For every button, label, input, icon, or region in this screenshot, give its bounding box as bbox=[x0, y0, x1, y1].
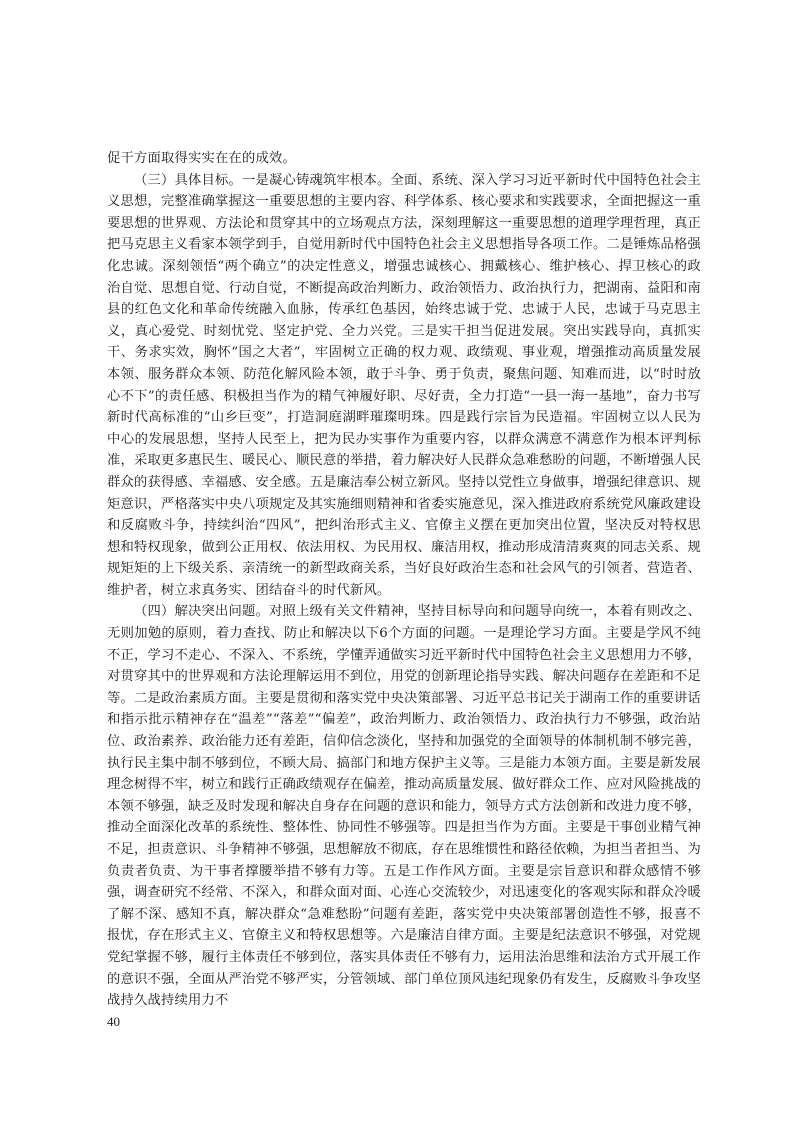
document-body bbox=[107, 148, 701, 1012]
page-number: 40 bbox=[107, 1014, 120, 1029]
paragraph-resolve-problems: （四）解决突出问题。对照上级有关文件精神，坚持目标导向和问题导向统一，本着有则改之、无则加勉的原则，着力查找、防止和解决以下6个方面的问题。一是理论学习方面。主要是学风不纯不正，学习不走心、不深入、不系统，学懂弄通做实习近平新时代中国特色社会主义思想用力不够，对贯穿其中的世界观和方法论理解运用不到位，用党的创新理论指导实践、解决问题存在差距和不足等。二是政治素质方面。主要是贯彻和落实党中央决策部署、习近平总书记关于湖南工作的重要讲话和指示批示精神存在“温差”“落差”“偏差”，政治判断力、政治领悟力、政治执行力不够强，政治站位、政治素养、政治能力还有差距，信仰信念淡化，坚持和加强党的全面领导的体制机制不够完善，执行民主集中制不够到位，不顾大局、搞部门和地方保护主义等。三是能力本领方面。主要是新发展理念树得不牢，树立和践行正确政绩观存在偏差，推动高质量发展、做好群众工作、应对风险挑战的本领不够强，缺乏及时发现和解决自身存在问题的意识和能力，领导方式方法创新和改进力度不够，推动全面深化改革的系统性、整体性、协同性不够强等。四是担当作为方面。主要是干事创业精气神不足，担责意识、斗争精神不够强，思想解放不彻底，存在思维惯性和路径依赖，为担当者担当、为负责者负责、为干事者撑腰举措不够有力等。五是工作作风方面。主要是宗旨意识和群众感情不够强，调查研究不经常、不深入，和群众面对面、心连心交流较少，对迅速变化的客观实际和群众冷暖了解不深、感知不真，解决群众“急难愁盼”问题有差距，落实党中央决策部署创造性不够，报喜不报忧，存在形式主义、官僚主义和特权思想等。六是廉洁自律方面。主要是纪法意识不够强，对党规党纪掌握不够，履行主体责任不够到位，落实具体责任不够有力，运用法治思维和法治方式开展工作的意识不强，全面从严治党不够严实，分管领域、部门单位顶风违纪现象仍有发生，反腐败斗争攻坚战持久战持续用力不 bbox=[107, 604, 701, 1009]
paragraph-continuation: 促干方面取得实实在在的成效。 bbox=[107, 151, 296, 166]
paragraph-specific-goals: （三）具体目标。一是凝心铸魂筑牢根本。全面、系统、深入学习习近平新时代中国特色社会主义思想，完整准确掌握这一重要思想的主要内容、科学体系、核心要求和实践要求，全面把握这一重要思想的世界观、方法论和贯穿其中的立场观点方法，深刻理解这一重要思想的道理学理哲理，真正把马克思主义看家本领学到手，自觉用新时代中国特色社会主义思想指导各项工作。二是锤炼品格强化忠诚。深刻领悟“两个确立”的决定性意义，增强忠诚核心、拥戴核心、维护核心、捍卫核心的政治自觉、思想自觉、行动自觉，不断提高政治判断力、政治领悟力、政治执行力，把湖南、益阳和南县的红色文化和革命传统融入血脉，传承红色基因，始终忠诚于党、忠诚于人民，忠诚于马克思主义，真心爱党、时刻忧党、坚定护党、全力兴党。三是实干担当促进发展。突出实践导向，真抓实干、务求实效，胸怀“国之大者”，牢固树立正确的权力观、政绩观、事业观，增强推动高质量发展本领、服务群众本领、防范化解风险本领，敢于斗争、勇于负责，聚焦问题、知难而进，以“时时放心不下”的责任感、积极担当作为的精气神履好职、尽好责，全力打造“一县一海一基地”，奋力书写新时代高标准的“山乡巨变”，打造洞庭湖畔璀璨明珠。四是践行宗旨为民造福。牢固树立以人民为中心的发展思想，坚持人民至上，把为民办实事作为重要内容，以群众满意不满意作为根本评判标准，采取更多惠民生、暖民心、顺民意的举措，着力解决好人民群众急难愁盼的问题，不断增强人民群众的获得感、幸福感、安全感。五是廉洁奉公树立新风。坚持以党性立身做事，增强纪律意识、规矩意识，严格落实中央八项规定及其实施细则精神和省委实施意见，深入推进政府系统党风廉政建设和反腐败斗争，持续纠治“四风”，把纠治形式主义、官僚主义摆在更加突出位置，坚决反对特权思想和特权现象，做到公正用权、依法用权、为民用权、廉洁用权，推动形成清清爽爽的同志关系、规规矩矩的上下级关系、亲清统一的新型政商关系，当好良好政治生态和社会风气的引领者、营造者、维护者，树立求真务实、团结奋斗的时代新风。 bbox=[107, 172, 701, 598]
